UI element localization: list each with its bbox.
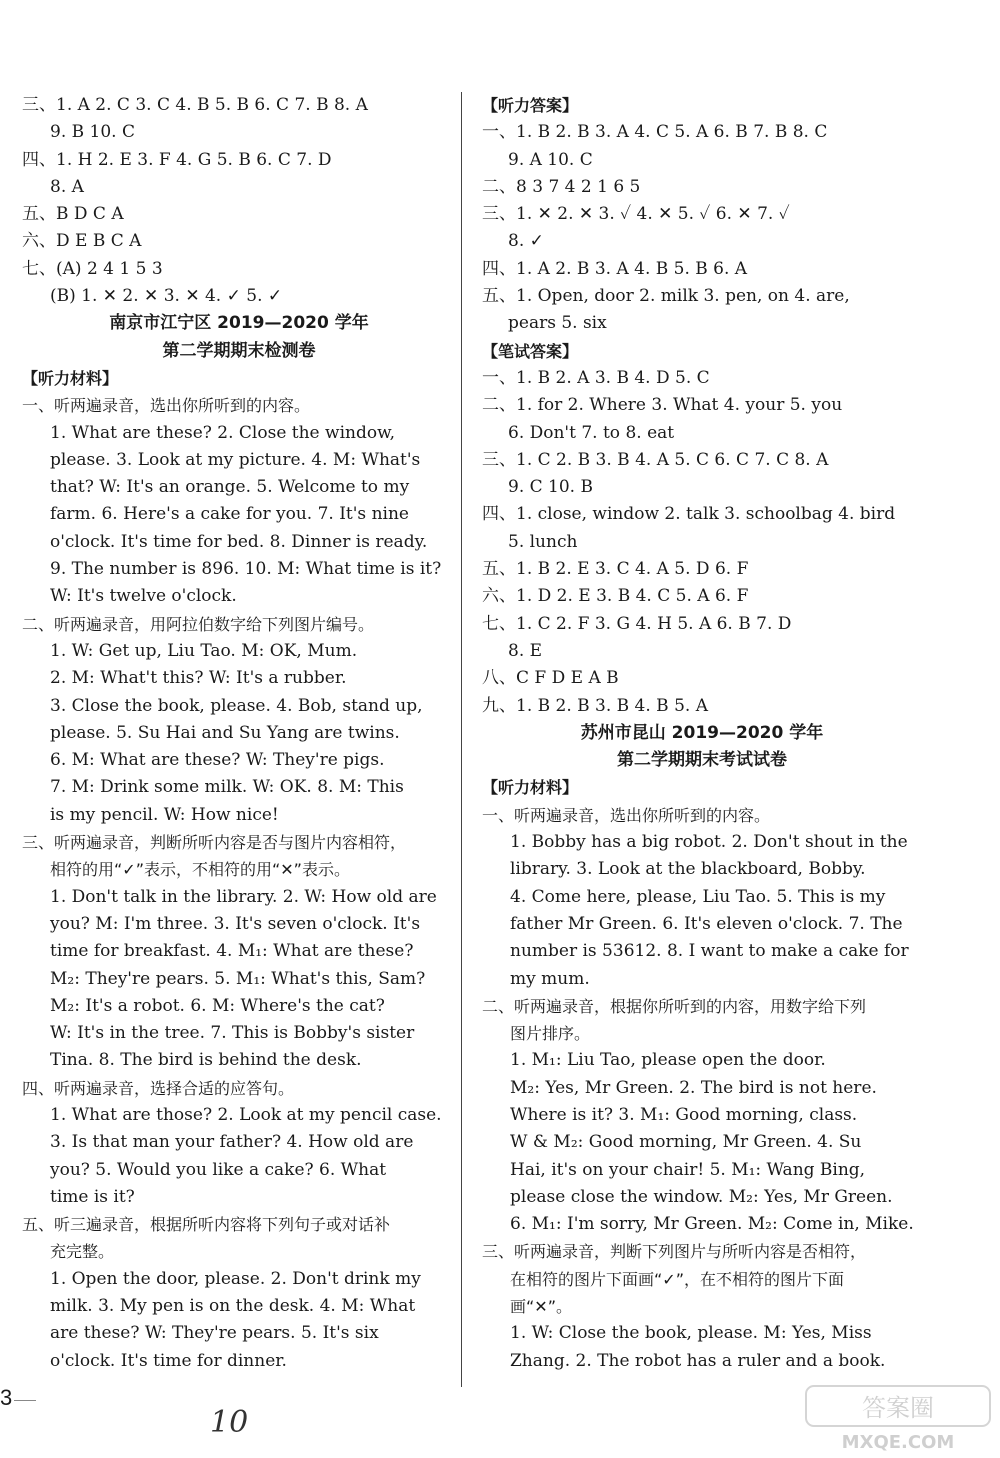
text-line: 一、听两遍录音，选出你所听到的内容。	[482, 805, 771, 825]
column-divider	[461, 92, 462, 1387]
text-line: o'clock. It's time for dinner.	[50, 1350, 287, 1371]
text-line: you? 5. Would you like a cake? 6. What	[50, 1159, 387, 1180]
text-line: 9. C 10. B	[508, 477, 593, 498]
text-line: 七、1. C 2. F 3. G 4. H 5. A 6. B 7. D	[482, 613, 792, 634]
text-line: 三、1. ✕ 2. ✕ 3. ✓ 4. ✕ 5. ✓ 6. ✕ 7. ✓	[482, 204, 790, 225]
text-line: 6. M: What are these? W: They're pigs.	[50, 750, 385, 771]
text-line: Where is it? 3. M₁: Good morning, class.	[510, 1104, 858, 1125]
text-line: Tina. 8. The bird is behind the desk.	[50, 1050, 362, 1071]
text-line: pears 5. six	[508, 313, 607, 334]
text-line: Hai, it's on your chair! 5. M₁: Wang Bing,	[510, 1159, 866, 1180]
text-line: 三、听两遍录音，判断所听内容是否与图片内容相符，	[22, 833, 407, 853]
text-line: 6. M₁: I'm sorry, Mr Green. M₂: Come in, Mike.	[510, 1214, 914, 1235]
text-line: 三、听两遍录音，判断下列图片与所听内容是否相符，	[482, 1242, 867, 1262]
text-line: 在相符的图片下面画“✓”，在不相符的图片下面	[510, 1269, 844, 1289]
text-line: W: It's in the tree. 7. This is Bobby's sister	[50, 1023, 415, 1044]
text-line: 1. W: Close the book, please. M: Yes, Miss	[510, 1323, 872, 1344]
text-line: 1. Bobby has a big robot. 2. Don't shout in the	[510, 832, 908, 853]
text-line: M₂: Yes, Mr Green. 2. The bird is not here.	[510, 1077, 877, 1098]
text-line: 9. The number is 896. 10. M: What time is it?	[50, 559, 442, 580]
text-line: 图片排序。	[510, 1024, 591, 1044]
text-line: 五、1. B 2. E 3. C 4. A 5. D 6. F	[482, 559, 749, 580]
text-line: W: It's twelve o'clock.	[50, 586, 237, 607]
text-line: W & M₂: Good morning, Mr Green. 4. Su	[510, 1132, 862, 1153]
text-line: 二、听两遍录音，根据你所听到的内容，用数字给下列	[482, 996, 867, 1016]
text-line: time for breakfast. 4. M₁: What are these?	[50, 941, 414, 962]
section-title: 苏州市昆山 2019—2020 学年	[580, 722, 824, 743]
text-line: you? M: I'm three. 3. It's seven o'clock. It's	[50, 913, 421, 934]
text-line: 1. What are those? 2. Look at my pencil case.	[50, 1104, 442, 1125]
text-line: 1. What are these? 2. Close the window,	[50, 422, 396, 443]
text-line: Zhang. 2. The robot has a ruler and a book.	[510, 1350, 886, 1371]
text-line: please. 3. Look at my picture. 4. M: What's	[50, 449, 421, 470]
section-header: 【听力答案】	[482, 96, 579, 115]
text-line: 相符的用“✓”表示，不相符的用“✕”表示。	[50, 860, 350, 880]
text-line: o'clock. It's time for bed. 8. Dinner is ready.	[50, 531, 428, 552]
text-line: are these? W: They're pears. 5. It's six	[50, 1323, 379, 1344]
text-line: 六、1. D 2. E 3. B 4. C 5. A 6. F	[482, 586, 749, 607]
text-line: 一、1. B 2. B 3. A 4. C 5. A 6. B 7. B 8. C	[482, 122, 828, 143]
text-line: 四、1. H 2. E 3. F 4. G 5. B 6. C 7. D	[22, 149, 332, 170]
section-header: 【听力材料】	[482, 778, 579, 798]
text-line: 六、D E B C A	[22, 231, 142, 252]
watermark-url: MXQE.COM	[841, 1432, 955, 1453]
handwritten-note: 10	[210, 1405, 249, 1440]
text-line: 二、1. for 2. Where 3. What 4. your 5. you	[482, 395, 843, 416]
text-line: 四、听两遍录音，选择合适的应答句。	[22, 1078, 295, 1098]
text-line: 充完整。	[50, 1242, 115, 1262]
text-line: 1. Don't talk in the library. 2. W: How old are	[50, 886, 437, 907]
text-line: 四、1. close, window 2. talk 3. schoolbag 4. bird	[482, 504, 896, 525]
right-column	[482, 92, 922, 1375]
text-line: 6. Don't 7. to 8. eat	[508, 422, 675, 443]
text-line: 9. B 10. C	[50, 122, 135, 143]
text-line: 1. M₁: Liu Tao, please open the door.	[510, 1050, 826, 1071]
footer-rule	[14, 1400, 36, 1401]
text-line: 一、听两遍录音，选出你所听到的内容。	[22, 396, 311, 416]
text-line: M₂: It's a robot. 6. M: Where's the cat?	[50, 995, 385, 1016]
text-line: (B) 1. ✕ 2. ✕ 3. ✕ 4. ✓ 5. ✓	[50, 286, 283, 307]
text-line: 五、B D C A	[22, 204, 124, 225]
text-line: 2. M: What't this? W: It's a rubber.	[50, 668, 347, 689]
text-line: farm. 6. Here's a cake for you. 7. It's nine	[50, 504, 409, 525]
text-line: 三、1. C 2. B 3. B 4. A 5. C 6. C 7. C 8. A	[482, 449, 829, 470]
text-line: time is it?	[50, 1186, 135, 1207]
text-line: M₂: They're pears. 5. M₁: What's this, Sam?	[50, 968, 426, 989]
text-line: 二、听两遍录音，用阿拉伯数字给下列图片编号。	[22, 614, 375, 634]
text-line: 1. Open the door, please. 2. Don't drink my	[50, 1268, 421, 1289]
page-number: 3	[0, 1385, 13, 1410]
text-line: library. 3. Look at the blackboard, Bobby.	[510, 859, 866, 880]
text-line: that? W: It's an orange. 5. Welcome to my	[50, 477, 410, 498]
text-line: number is 53612. 8. I want to make a cake for	[510, 941, 909, 962]
text-line: 二、8 3 7 4 2 1 6 5	[482, 176, 641, 197]
text-line: 九、1. B 2. B 3. B 4. B 5. A	[482, 695, 708, 716]
text-line: 3. Close the book, please. 4. Bob, stand up,	[50, 695, 423, 716]
text-line: 五、听三遍录音，根据所听内容将下列句子或对话补	[22, 1215, 391, 1235]
section-header: 【听力材料】	[22, 368, 119, 388]
text-line: is my pencil. W: How nice!	[50, 804, 279, 825]
text-line: 7. M: Drink some milk. W: OK. 8. M: This	[50, 777, 404, 798]
section-title: 第二学期期末考试试卷	[617, 750, 787, 771]
text-line: 8. E	[508, 640, 543, 661]
text-line: please. 5. Su Hai and Su Yang are twins.	[50, 722, 400, 743]
text-line: father Mr Green. 6. It's eleven o'clock. 7. The	[510, 913, 903, 934]
text-line: 一、1. B 2. A 3. B 4. D 5. C	[482, 367, 710, 388]
text-line: 4. Come here, please, Liu Tao. 5. This is my	[510, 886, 886, 907]
text-line: 9. A 10. C	[508, 149, 593, 170]
text-line: my mum.	[510, 968, 590, 989]
text-line: 四、1. A 2. B 3. A 4. B 5. B 6. A	[482, 258, 748, 279]
text-line: 五、1. Open, door 2. milk 3. pen, on 4. are,	[482, 286, 850, 307]
text-line: 3. Is that man your father? 4. How old are	[50, 1132, 414, 1153]
text-line: 画“✕”。	[510, 1297, 572, 1317]
watermark-logo	[804, 1382, 992, 1456]
left-column	[22, 92, 456, 1375]
watermark-title: 答案圈	[862, 1394, 934, 1422]
text-line: 5. lunch	[508, 531, 578, 552]
text-line: please close the window. M₂: Yes, Mr Green.	[510, 1186, 893, 1207]
text-line: 三、1. A 2. C 3. C 4. B 5. B 6. C 7. B 8. A	[22, 95, 368, 115]
text-line: 七、(A) 2 4 1 5 3	[22, 258, 163, 279]
text-line: 1. W: Get up, Liu Tao. M: OK, Mum.	[50, 640, 358, 661]
text-line: 8. A	[50, 176, 84, 197]
section-header: 【笔试答案】	[482, 341, 579, 361]
section-title: 南京市江宁区 2019—2020 学年	[109, 313, 369, 334]
section-title: 第二学期期末检测卷	[162, 340, 316, 361]
text-line: 8. ✓	[508, 231, 544, 252]
text-line: 八、C F D E A B	[482, 668, 619, 689]
text-line: milk. 3. My pen is on the desk. 4. M: What	[50, 1296, 416, 1317]
